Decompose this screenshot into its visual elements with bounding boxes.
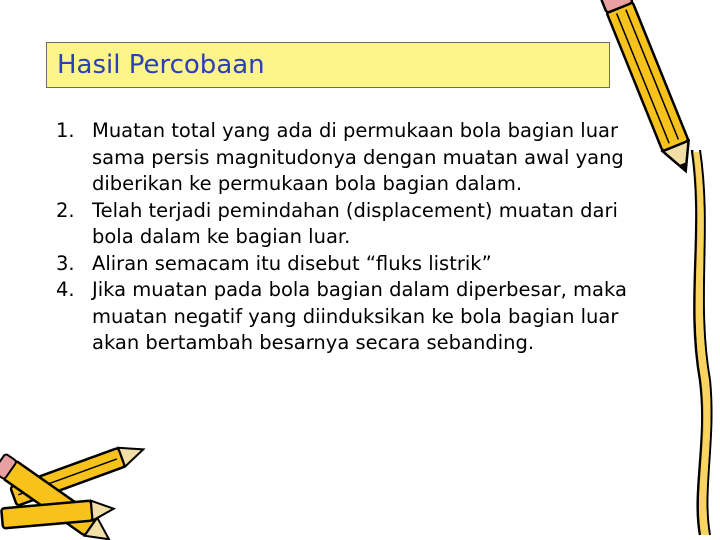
list-item <box>56 198 656 251</box>
item-text: Jika muatan pada bola bagian dalam diperbesar, maka muatan negatif yang diinduksikan ke bola bagian luar akan bertambah besarnya secara sebanding. <box>92 278 627 354</box>
item-number: 3. <box>56 251 75 275</box>
list-item <box>56 118 656 198</box>
item-number: 4. <box>56 278 75 301</box>
slide-title: Hasil Percobaan <box>57 50 265 80</box>
item-text: Telah terjadi pemindahan (displacement) muatan dari bola dalam ke bagian luar. <box>92 198 618 248</box>
pencil-icon <box>600 0 720 540</box>
title-box <box>46 42 610 88</box>
list-item <box>56 277 656 357</box>
pencils-icon <box>0 436 150 540</box>
item-number: 2. <box>56 198 75 222</box>
item-number: 1. <box>56 119 75 142</box>
list-item <box>56 251 656 278</box>
item-text: Muatan total yang ada di permukaan bola bagian luar sama persis magnitudonya dengan muatan awal yang diberikan ke permukaan bola bagian dalam. <box>92 119 624 195</box>
result-list <box>56 118 656 357</box>
item-text: Aliran semacam itu disebut “fluks listrik” <box>92 251 492 275</box>
